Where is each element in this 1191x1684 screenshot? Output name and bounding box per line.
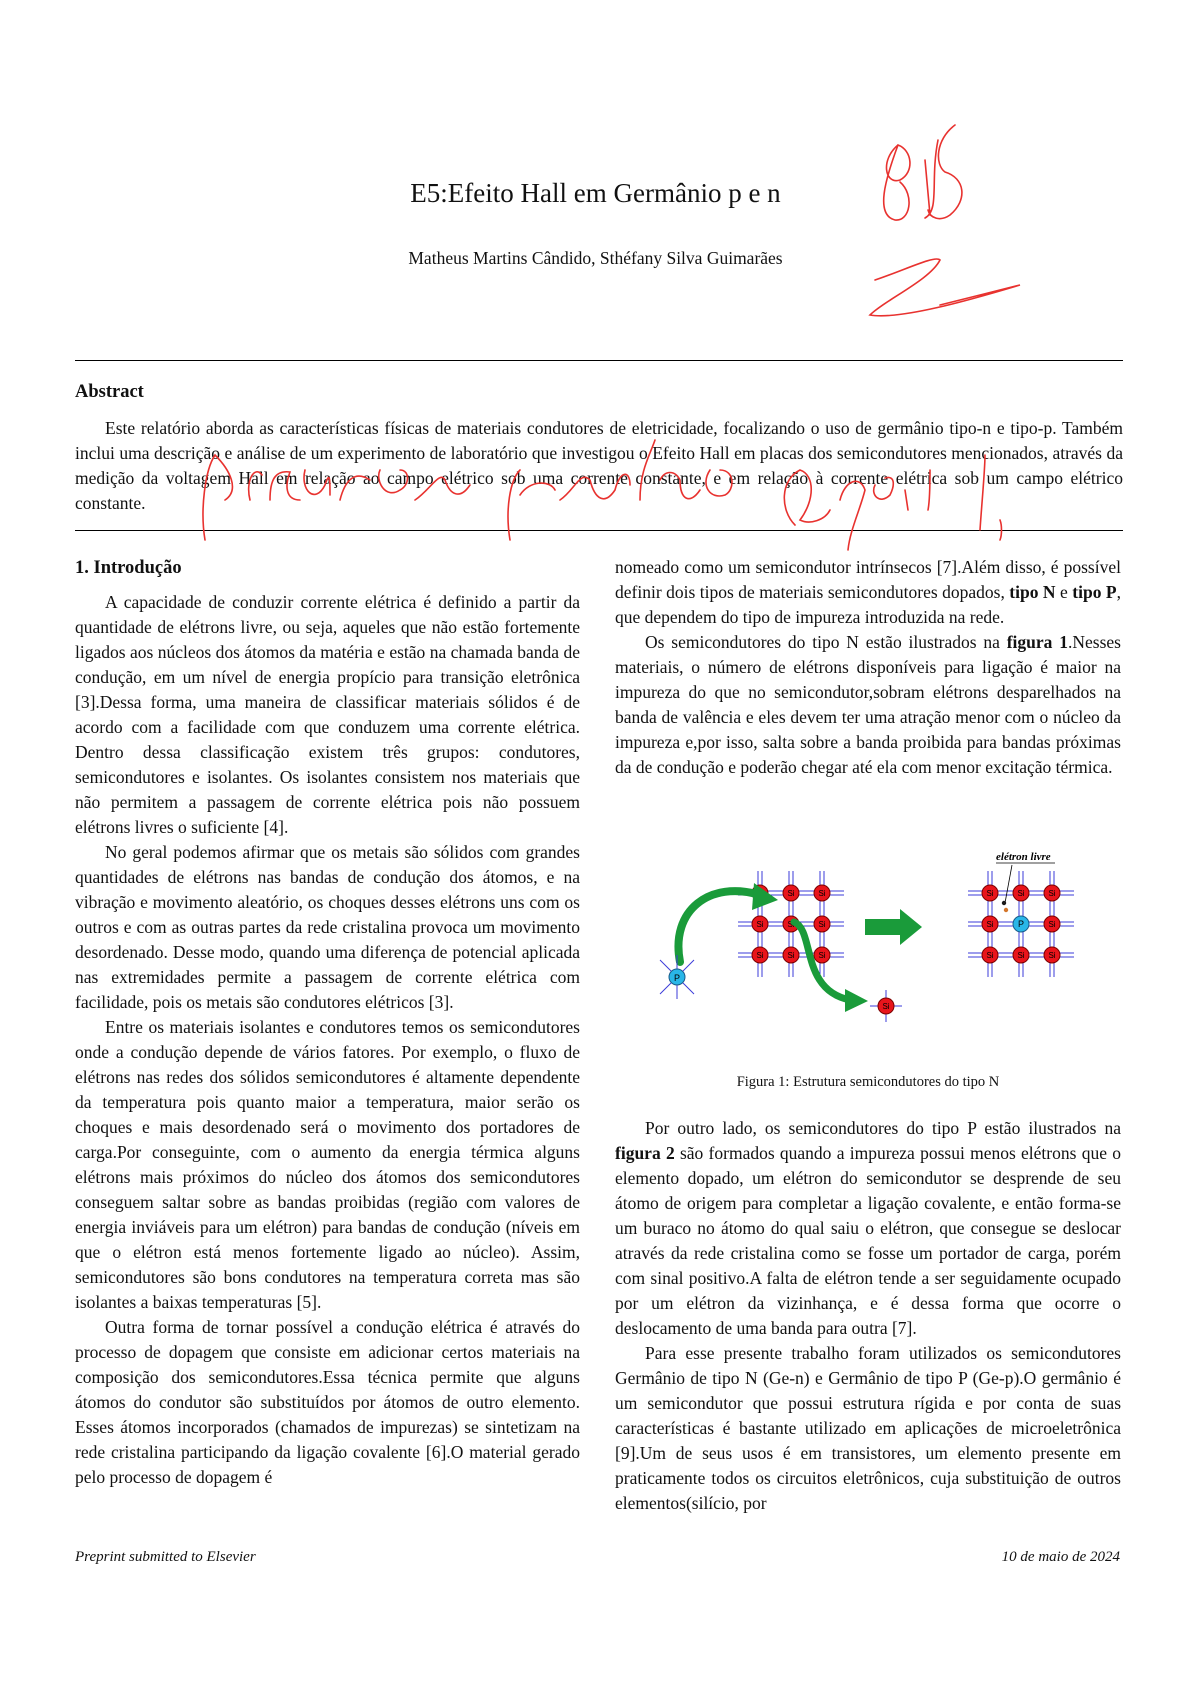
authors: Matheus Martins Cândido, Sthéfany Silva Guimarães [408, 248, 783, 268]
atom-label: Si [787, 951, 795, 960]
atom-label: Si [818, 951, 826, 960]
impurity-atom [660, 955, 694, 999]
atom-label: P [673, 973, 681, 983]
atom-label: Si [818, 889, 826, 898]
atom-label: Si [1017, 889, 1025, 898]
paragraph: Entre os materiais isolantes e condutores temos os semicondutores onde a condução depende de vários fatores. Por exemplo, o fluxo de elétrons nas redes dos sólidos semicondutores é altamente dependente da temperatura pois quanto maior a temperatura, maior serão os choques e mais desordenado será o movimento dos portadores de carga.Por conseguinte, com o aumento da energia térmica alguns elétrons mais próximos do núcleo dos átomos dos semicondutores conseguem saltar sobre as bandas proibidas (região com valores de energia inviáveis para um elétron) para bandas de condução (níveis em que o elétron está menos fortemente ligado ao núcleo). Assim, semicondutores são bons condutores na temperatura correta mas são isolantes a baixas temperaturas [5]. [75, 1017, 580, 1312]
section-heading: 1. Introdução [75, 558, 182, 578]
lattice-right [968, 871, 1074, 977]
atom-label: Si [787, 889, 795, 898]
right-column-top [615, 555, 1121, 780]
atom-label: Si [1017, 951, 1025, 960]
footer-left: Preprint submitted to Elsevier [75, 1549, 256, 1565]
atom-label: Si [1048, 951, 1056, 960]
atom-label: P [1017, 919, 1025, 929]
atom-label: Si [986, 889, 994, 898]
paragraph: Por outro lado, os semicondutores do tipo P estão ilustrados na figura 2 são formados quando a impureza possui menos elétrons que o elemento dopado, um elétron do semicondutor se desprende de seu átomo de origem para completar a ligação covalente, e então forma-se um buraco no átomo do qual saiu o elétron, que consegue se deslocar através da rede cristalina como se fosse um portador de carga, porém com sinal positivo.A falta de elétron tende a ser seguidamente ocupado por um elétron da vizinhança, e é dessa forma que ocorre o deslocamento de uma banda para outra [7]. [615, 1118, 1121, 1338]
right-column-bottom [615, 1116, 1121, 1516]
atom-label: Si [787, 920, 795, 929]
footer-right: 10 de maio de 2024 [1001, 1549, 1120, 1565]
abstract-text: Este relatório aborda as características físicas de materiais condutores de eletricidade, focalizando o uso de germânio tipo-n e tipo-p. Também inclui uma descrição e análise de um experimento de laboratório que investigou o Efeito Hall em placas dos semicondutores mencionados, através da medição da voltagem Hall em relação ao campo elétrico sob uma corrente constante, e em relação à corrente elétrica sob um campo elétrico constante. [75, 418, 1123, 513]
paragraph: No geral podemos afirmar que os metais são sólidos com grandes quantidades de elétrons nas bandas de condução dos átomos, e na vibração e movimento aleatório, os choques desses elétrons uns com os outros e com as outras partes da rede cristalina provoca um movimento desordenado. Desse modo, quando uma diferença de potencial aplicada nas extremidades permite a passagem de corrente elétrica com facilidade, pois os metais são condutores elétricos [3]. [75, 842, 580, 1012]
left-column [75, 590, 580, 1490]
top-rule [75, 360, 1123, 361]
paragraph: Os semicondutores do tipo N estão ilustrados na figura 1.Nesses materiais, o número de elétrons disponíveis para ligação é maior na impureza do que no semicondutor,sobram elétrons desparelhados na banda de valência e eles devem ter uma atração menor com o núcleo da impureza e,por isso, salta sobre a banda proibida para bandas próximas da de condução e poderão chegar até ela com menor excitação térmica. [615, 632, 1121, 777]
figure-ref: figura 1 [1006, 632, 1068, 652]
paragraph: nomeado como um semicondutor intrínsecos [7].Além disso, é possível definir dois tipos de materiais semicondutores dopados, tipo N e tipo P, que dependem do tipo de impureza introduzida na rede. [615, 557, 1121, 627]
impurity-arrow [678, 891, 760, 962]
atom-label: Si [882, 1002, 890, 1011]
bold-term: tipo P [1072, 582, 1117, 602]
displaced-atom [870, 990, 902, 1022]
transform-arrow [865, 909, 922, 945]
free-electron [1004, 908, 1008, 912]
free-electron [1002, 901, 1006, 905]
arrow-head [845, 989, 868, 1012]
atom-label: Si [986, 951, 994, 960]
abstract-heading: Abstract [75, 382, 144, 402]
paragraph: Outra forma de tornar possível a condução elétrica é através do processo de dopagem que consiste em adicionar certos materiais na composição dos semicondutores.Essa técnica permite que alguns átomos do condutor são substituídos por átomos de outro elemento. Esses átomos incorporados (chamados de impurezas) se sintetizam na rede cristalina participando da ligação covalente [6].O material gerado pelo processo de dopagem é [75, 1317, 580, 1487]
atom-label: Si [756, 951, 764, 960]
atom-label: Si [1048, 889, 1056, 898]
figure-ref: figura 2 [615, 1143, 675, 1163]
paragraph: A capacidade de conduzir corrente elétrica é definido a partir da quantidade de elétrons livre, ou seja, aqueles que não estão fortemente ligados aos núcleos dos átomos da matéria e estão na chamada banda de condução, em um nível de energia propício para transição eletrônica [3].Dessa forma, uma maneira de classificar materiais sólidos é de acordo com a facilidade com que conduzem uma corrente elétrica. Dentro dessa classificação existem três grupos: condutores, semicondutores e isolantes. Os isolantes consistem nos materiais que não permitem a passagem de corrente elétrica pois não possuem elétrons livres o suficiente [4]. [75, 592, 580, 837]
figure-n-type-diagram [650, 850, 1090, 1045]
atom-label: Si [986, 920, 994, 929]
paper-title: E5:Efeito Hall em Germânio p e n [410, 178, 781, 208]
free-electron-label: elétron livre [996, 851, 1051, 863]
atom-label: Si [756, 920, 764, 929]
paragraph: Para esse presente trabalho foram utilizados os semicondutores Germânio de tipo N (Ge-n) e Germânio de tipo P (Ge-p).O germânio é um semicondutor que possui estrutura rígida e por conta de suas características é bastante utilizado em aplicações de microeletrônica [9].Um de seus usos é em transistores, um elemento presente em praticamente todos os circuitos eletrônicos, cuja substituição de outros elementos(silício, por [615, 1343, 1121, 1513]
bold-term: tipo N [1009, 582, 1056, 602]
bottom-rule [75, 530, 1123, 531]
atom-label: Si [1048, 920, 1056, 929]
atom-label: Si [818, 920, 826, 929]
figure-caption: Figura 1: Estrutura semicondutores do tipo N [736, 1074, 1000, 1090]
pointer-line [1005, 865, 1012, 903]
